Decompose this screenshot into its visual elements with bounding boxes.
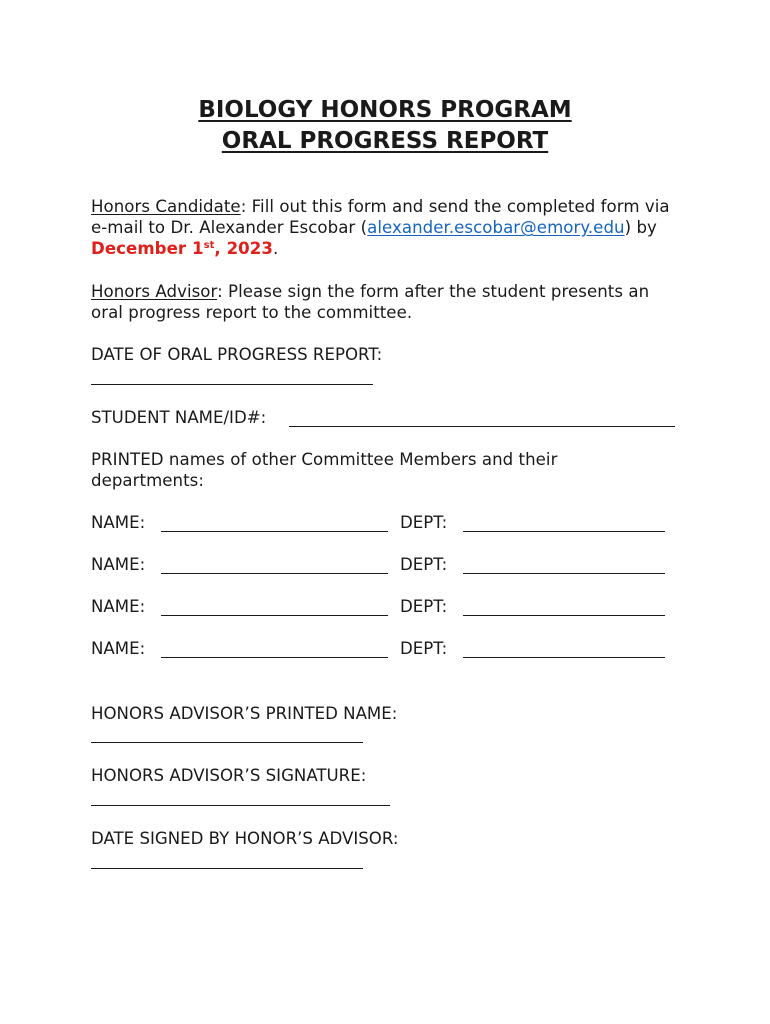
advisor-signature-field[interactable]	[91, 805, 390, 806]
student-label: STUDENT NAME/ID#:	[91, 408, 267, 427]
advisor-name-field[interactable]	[91, 742, 363, 743]
member-name-field[interactable]	[161, 531, 388, 532]
candidate-text: : Fill out this form and send the completed form via e-mail to Dr. Alexander Escobar (	[91, 197, 670, 237]
advisor-instructions	[91, 281, 681, 323]
member-name-field[interactable]	[161, 573, 388, 574]
member-dept-label: DEPT:	[400, 555, 448, 574]
committee-intro: PRINTED names of other Committee Members and their departments:	[91, 450, 558, 490]
deadline-date-text: December 1	[91, 239, 204, 258]
deadline-ordinal: st	[203, 240, 215, 251]
member-dept-field[interactable]	[463, 615, 665, 616]
date-signed-field[interactable]	[91, 868, 363, 869]
advisor-text: : Please sign the form after the student presents an oral progress report to the committee.	[91, 282, 650, 322]
member-dept-field[interactable]	[463, 573, 665, 574]
member-name-label: NAME:	[91, 639, 146, 658]
email-link[interactable]: alexander.escobar@emory.edu	[367, 218, 625, 237]
advisor-label: Honors Advisor	[91, 282, 218, 301]
student-field[interactable]	[289, 426, 675, 427]
report-title: ORAL PROGRESS REPORT	[221, 128, 549, 154]
date-signed-label: DATE SIGNED BY HONOR’S ADVISOR:	[91, 829, 399, 848]
member-name-label: NAME:	[91, 513, 146, 532]
candidate-text-2: ) by	[624, 218, 657, 237]
member-dept-label: DEPT:	[400, 639, 448, 658]
member-name-field[interactable]	[161, 657, 388, 658]
member-name-label: NAME:	[91, 555, 146, 574]
member-name-field[interactable]	[161, 615, 388, 616]
member-dept-label: DEPT:	[400, 597, 448, 616]
program-title: BIOLOGY HONORS PROGRAM	[198, 97, 572, 123]
candidate-instructions	[91, 196, 691, 259]
deadline-date	[91, 239, 273, 258]
candidate-label: Honors Candidate	[91, 197, 241, 216]
member-dept-label: DEPT:	[400, 513, 448, 532]
date-oral-label: DATE OF ORAL PROGRESS REPORT:	[91, 345, 383, 364]
member-dept-field[interactable]	[463, 657, 665, 658]
member-dept-field[interactable]	[463, 531, 665, 532]
advisor-signature-label: HONORS ADVISOR’S SIGNATURE:	[91, 766, 367, 785]
member-name-label: NAME:	[91, 597, 146, 616]
date-oral-field[interactable]	[91, 384, 373, 385]
advisor-name-label: HONORS ADVISOR’S PRINTED NAME:	[91, 704, 398, 723]
candidate-period: .	[272, 239, 279, 258]
deadline-year: , 2023	[214, 239, 273, 258]
